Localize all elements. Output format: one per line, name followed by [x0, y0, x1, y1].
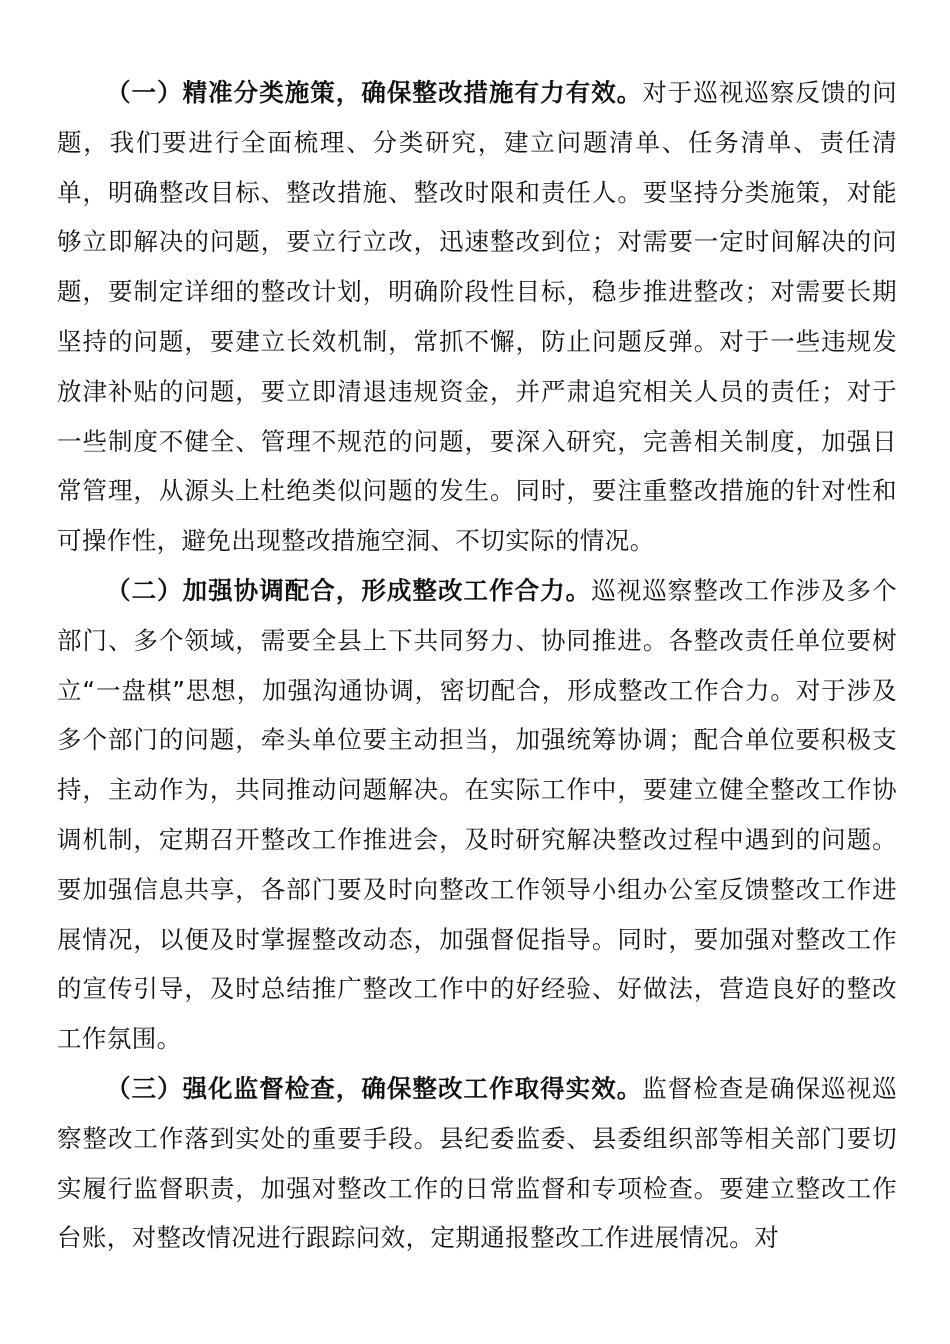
section-body-2: 巡视巡察整改工作涉及多个部门、多个领域，需要全县上下共同努力、协同推进。各整改责任单位要树立“一盘棋”思想，加强沟通协调，密切配合，形成整改工作合力。对于涉及多个部门的问题，牵头单位要主动担当，加强统筹协调；配合单位要积极支持，主动作为，共同推动问题解决。在实际工作中，要建立健全整改工作协调机制，定期召开整改工作推进会，及时研究解决整改过程中遇到的问题。要加强信息共享，各部门要及时向整改工作领导小组办公室反馈整改工作进展情况，以便及时掌握整改动态，加强督促指导。同时，要加强对整改工作的宣传引导，及时总结推广整改工作中的好经验、好做法，营造良好的整改工作氛围。: [57, 575, 897, 1054]
paragraph-1: [57, 68, 897, 566]
section-heading-2: （二）加强协调配合，形成整改工作合力。: [106, 575, 592, 605]
section-heading-1: （一）精准分类施策，确保整改措施有力有效。: [106, 78, 643, 107]
paragraph-3: [57, 1064, 897, 1263]
paragraph-2: [57, 566, 897, 1064]
document-page: [57, 68, 897, 1263]
section-heading-3: （三）强化监督检查，确保整改工作取得实效。: [106, 1073, 643, 1103]
section-body-1: 对于巡视巡察反馈的问题，我们要进行全面梳理、分类研究，建立问题清单、任务清单、责任清单，明确整改目标、整改措施、整改时限和责任人。要坚持分类施策，对能够立即解决的问题，要立行立改，迅速整改到位；对需要一定时间解决的问题，要制定详细的整改计划，明确阶段性目标，稳步推进整改；对需要长期坚持的问题，要建立长效机制，常抓不懈，防止问题反弹。对于一些违规发放津补贴的问题，要立即清退违规资金，并严肃追究相关人员的责任；对于一些制度不健全、管理不规范的问题，要深入研究，完善相关制度，加强日常管理，从源头上杜绝类似问题的发生。同时，要注重整改措施的针对性和可操作性，避免出现整改措施空洞、不切实际的情况。: [57, 78, 897, 556]
section-body-3: 监督检查是确保巡视巡察整改工作落到实处的重要手段。县纪委监委、县委组织部等相关部门要切实履行监督职责，加强对整改工作的日常监督和专项检查。要建立整改工作台账，对整改情况进行跟踪问效，定期通报整改工作进展情况。对: [57, 1073, 897, 1253]
